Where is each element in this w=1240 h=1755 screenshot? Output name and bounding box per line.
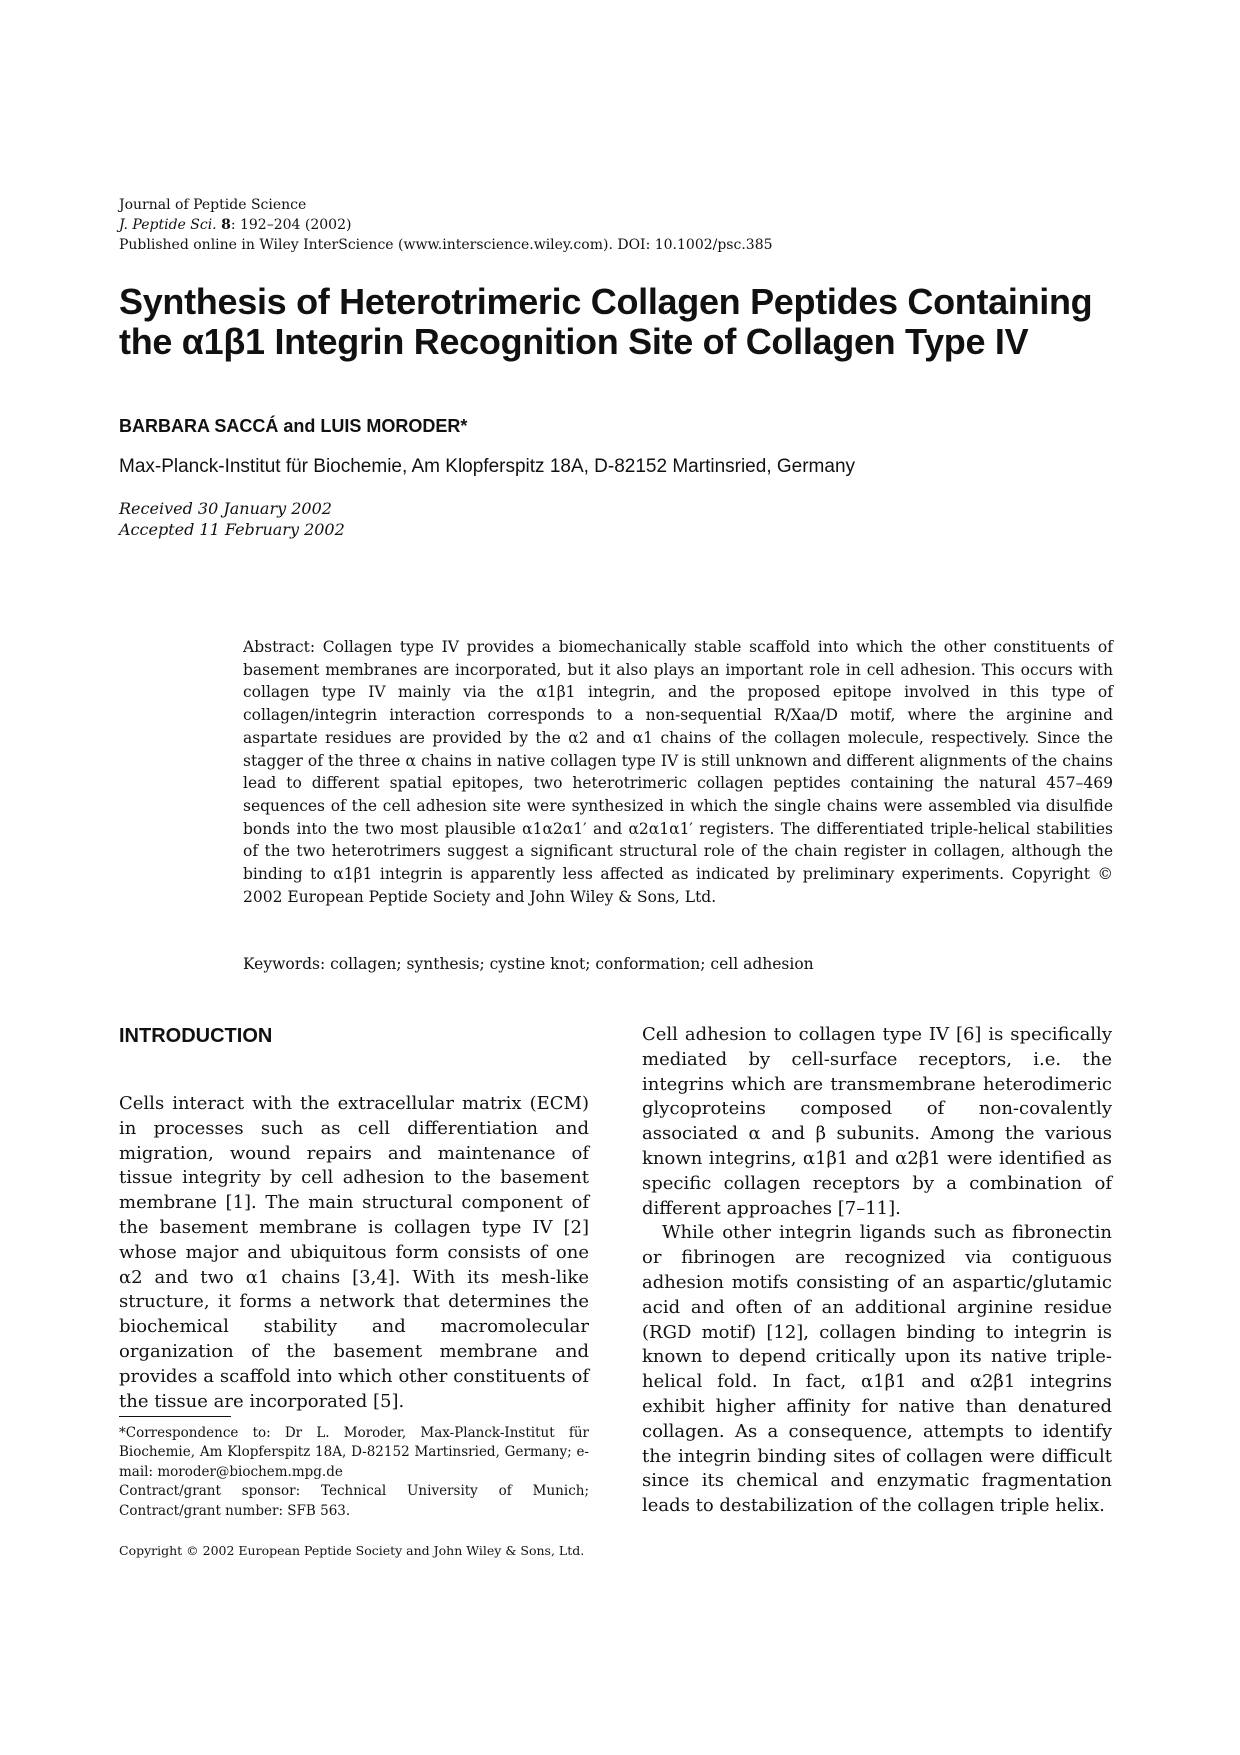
intro-left-paragraph: Cells interact with the extracellular matrix (ECM) in processes such as cell differentiation and migration, wound repairs and maintenance of tissue integrity by cell adhesion to the basement membrane [1]. The main structural component of the basement membrane is collagen type IV [2] whose major and ubiquitous form consists of one α2 and two α1 chains [3,4]. With its mesh-like structure, it forms a network that determines the biochemical stability and macromolecular organization of the basement membrane and provides a scaffold into which other constituents of the tissue are incorporated [5]. [119, 1093, 589, 1412]
accepted-date: Accepted 11 February 2002 [119, 520, 345, 539]
footnote-correspondence: *Correspondence to: Dr L. Moroder, Max-Planck-Institut für Biochemie, Am Klopferspitz 18A, D-82152 Martinsried, Germany; e-mail: moroder@biochem.mpg.de [119, 1425, 589, 1480]
citation-volume: 8 [221, 217, 231, 233]
article-dates [119, 498, 345, 540]
intro-right-column [642, 1023, 1112, 1519]
journal-citation [119, 215, 773, 235]
authors: BARBARA SACCÁ and LUIS MORODER* [119, 416, 468, 436]
journal-name: Journal of Peptide Science [119, 197, 307, 213]
received-date: Received 30 January 2002 [119, 499, 332, 518]
citation-abbr: J. Peptide Sci. [119, 217, 217, 233]
footnotes [119, 1424, 589, 1521]
journal-header [119, 195, 773, 255]
intro-right-paragraph-1: Cell adhesion to collagen type IV [6] is specifically mediated by cell-surface receptors, i.e. the integrins which are transmembrane heterodimeric glycoproteins composed of non-covalently associated α and β subunits. Among the various known integrins, α1β1 and α2β1 were identified as specific collagen receptors by a combination of different approaches [7–11]. [642, 1024, 1112, 1219]
abstract: Abstract: Collagen type IV provides a biomechanically stable scaffold into which the other constituents of basement membranes are incorporated, but it also plays an important role in cell adhesion. This occurs with collagen type IV mainly via the α1β1 integrin, and the proposed epitope involved in this type of collagen/integrin interaction corresponds to a non-sequential R/Xaa/D motif, where the arginine and aspartate residues are provided by the α2 and α1 chains of the collagen molecule, respectively. Since the stagger of the three α chains in native collagen type IV is still unknown and different alignments of the chains lead to different spatial epitopes, two heterotrimeric collagen peptides containing the natural 457–469 sequences of the cell adhesion site were synthesized in which the single chains were assembled via disulfide bonds into the two most plausible α1α2α1′ and α2α1α1′ registers. The differentiated triple-helical stabilities of the two heterotrimers suggest a significant structural role of the chain register in collagen, although the binding to α1β1 integrin is apparently less affected as indicated by preliminary experiments. Copyright © 2002 European Peptide Society and John Wiley & Sons, Ltd. [243, 638, 1113, 906]
section-heading-introduction: INTRODUCTION [119, 1025, 273, 1047]
article-title [119, 282, 1119, 362]
title-line-2: the α1β1 Integrin Recognition Site of Collagen Type IV [119, 321, 1029, 362]
citation-pages: : 192–204 (2002) [230, 217, 352, 233]
intro-right-paragraph-2: While other integrin ligands such as fibronectin or fibrinogen are recognized via contiguous adhesion motifs consisting of an aspartic/glutamic acid and often of an additional arginine residue (RGD motif) [12], collagen binding to integrin is known to depend critically upon its native triple-helical fold. In fact, α1β1 and α2β1 integrins exhibit higher affinity for native than denatured collagen. As a consequence, attempts to identify the integrin binding sites of collagen were difficult since its chemical and enzymatic fragmentation leads to destabilization of the collagen triple helix. [642, 1222, 1112, 1517]
published-online: Published online in Wiley InterScience (www.interscience.wiley.com). DOI: 10.1002/psc.385 [119, 237, 773, 253]
affiliation: Max-Planck-Institut für Biochemie, Am Klopferspitz 18A, D-82152 Martinsried, Germany [119, 456, 856, 477]
keywords: Keywords: collagen; synthesis; cystine knot; conformation; cell adhesion [243, 955, 814, 973]
title-line-1: Synthesis of Heterotrimeric Collagen Peptides Containing [119, 281, 1093, 322]
footnote-divider [119, 1416, 231, 1417]
copyright-notice: Copyright © 2002 European Peptide Society and John Wiley & Sons, Ltd. [119, 1543, 585, 1558]
footnote-contract: Contract/grant sponsor: Technical University of Munich; Contract/grant number: SFB 563. [119, 1483, 589, 1519]
